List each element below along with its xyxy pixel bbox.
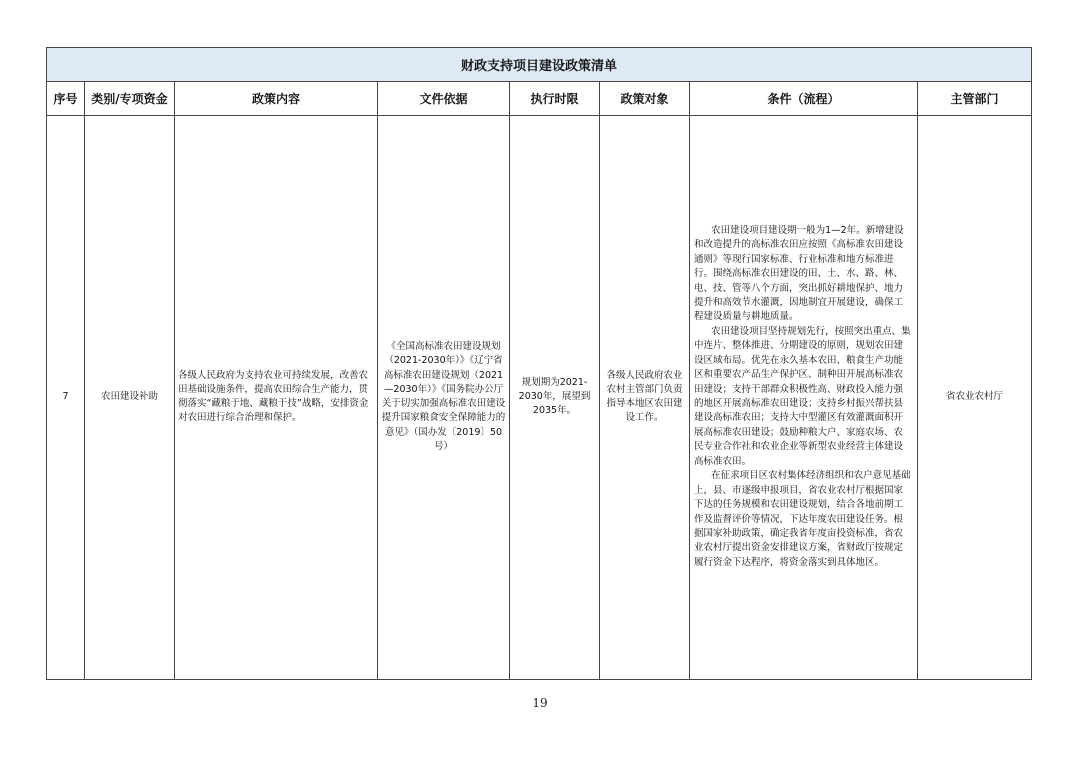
row-document-basis: 《全国高标准农田建设规划（2021-2030年）》《辽宁省高标准农田建设规划（2021—2030年）》《国务院办公厅关于切实加强高标准农田建设提升国家粮食安全保障能力的意见》（国办发〔2019〕50号） (381, 341, 506, 452)
row-policy-content-cell (175, 115, 378, 679)
row-index-cell (47, 115, 85, 679)
row-conditions (690, 224, 917, 571)
row-target-cell (600, 115, 690, 679)
row-category-cell (85, 115, 175, 679)
row-time-limit: 规划期为2021-2030年，展望到2035年。 (518, 376, 591, 417)
table-header-row (47, 81, 1031, 116)
row-category: 农田建设补助 (100, 390, 158, 402)
row-conditions-cell (690, 115, 918, 679)
page-number: 19 (532, 696, 548, 710)
header-department: 主管部门 (950, 91, 999, 106)
condition-paragraph: 农田建设项目坚持规划先行，按照突出重点、集中连片、整体推进、分期建设的原则，规划农田建设区域布局。优先在永久基本农田、粮食生产功能区和重要农产品生产保护区、制种田开展高标准农田建设；支持干部群众积极性高、财政投入能力强的地区开展高标准农田建设；支持乡村振兴帮扶县建设高标准农田；支持大中型灌区有效灌溉面积开展高标准农田建设；鼓励种粮大户、家庭农场、农民专业合作社和农业企业等新型农业经营主体建设高标准农田。 (694, 325, 911, 467)
row-target: 各级人民政府农业农村主管部门负责指导本地区农田建设工作。 (606, 369, 683, 424)
table-title: 财政支持项目建设政策清单 (47, 48, 1031, 82)
header-document-basis: 文件依据 (378, 81, 510, 115)
condition-paragraph: 在征求项目区农村集体经济组织和农户意见基础上，县、市逐级申报项目，省农业农村厅根据国家下达的任务规模和农田建设规划，结合各地前期工作及监督评价等情况，下达年度农田建设任务。根据国家补助政策，确定我省年度亩投资标准，省农业农村厅提出资金安排建议方案，省财政厅按规定履行资金下达程序，将资金落实到具体地区。 (694, 470, 911, 568)
header-category: 类别/专项资金 (85, 81, 175, 115)
row-department: 省农业农村厅 (945, 390, 1003, 402)
header-conditions: 条件（流程） (690, 81, 918, 115)
row-document-basis-cell (378, 115, 510, 679)
table-row (47, 115, 1031, 679)
row-policy-content: 各级人民政府为支持农业可持续发展，改善农田基础设施条件，提高农田综合生产能力，贯彻落实“藏粮于地、藏粮于技”战略，安排资金对农田进行综合治理和保护。 (178, 369, 369, 424)
header-policy-content: 政策内容 (175, 81, 378, 115)
row-time-limit-cell (510, 115, 600, 679)
header-target: 政策对象 (600, 81, 690, 115)
header-time-limit: 执行时限 (510, 81, 600, 115)
header-index: 序号 (47, 81, 85, 115)
policy-table (46, 47, 1032, 680)
row-index: 7 (62, 390, 69, 402)
row-department-cell (918, 115, 1031, 679)
condition-paragraph: 农田建设项目建设期一般为1—2年。新增建设和改造提升的高标准农田应按照《高标准农田建设通则》等现行国家标准、行业标准和地方标准进行。围绕高标准农田建设的田、土、水、路、林、电、技、管等八个方面，突出抓好耕地保护、地力提升和高效节水灌溉，因地制宜开展建设，确保工程建设质量与耕地质量。 (694, 224, 904, 323)
